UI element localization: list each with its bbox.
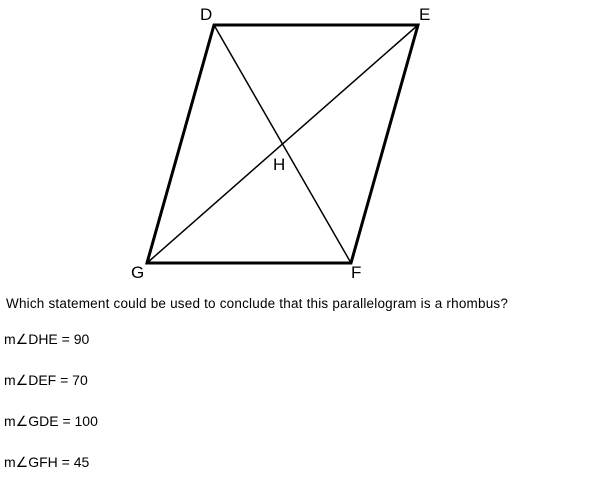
answer-choice-def[interactable]: m∠DEF = 70 [4, 372, 88, 388]
answer-choice-gde[interactable]: m∠GDE = 100 [4, 413, 98, 429]
answer-choice-dhe[interactable]: m∠DHE = 90 [4, 331, 90, 347]
vertex-label-e: E [419, 5, 431, 24]
answer-choice-gfh[interactable]: m∠GFH = 45 [4, 454, 90, 470]
diagonal-ge [147, 25, 418, 263]
question-text: Which statement could be used to conclude that this parallelogram is a rhombus? [6, 296, 509, 311]
vertex-label-d: D [200, 5, 213, 24]
vertex-label-f: F [351, 263, 362, 282]
vertex-label-h: H [273, 155, 286, 174]
vertex-label-g: G [131, 263, 145, 282]
